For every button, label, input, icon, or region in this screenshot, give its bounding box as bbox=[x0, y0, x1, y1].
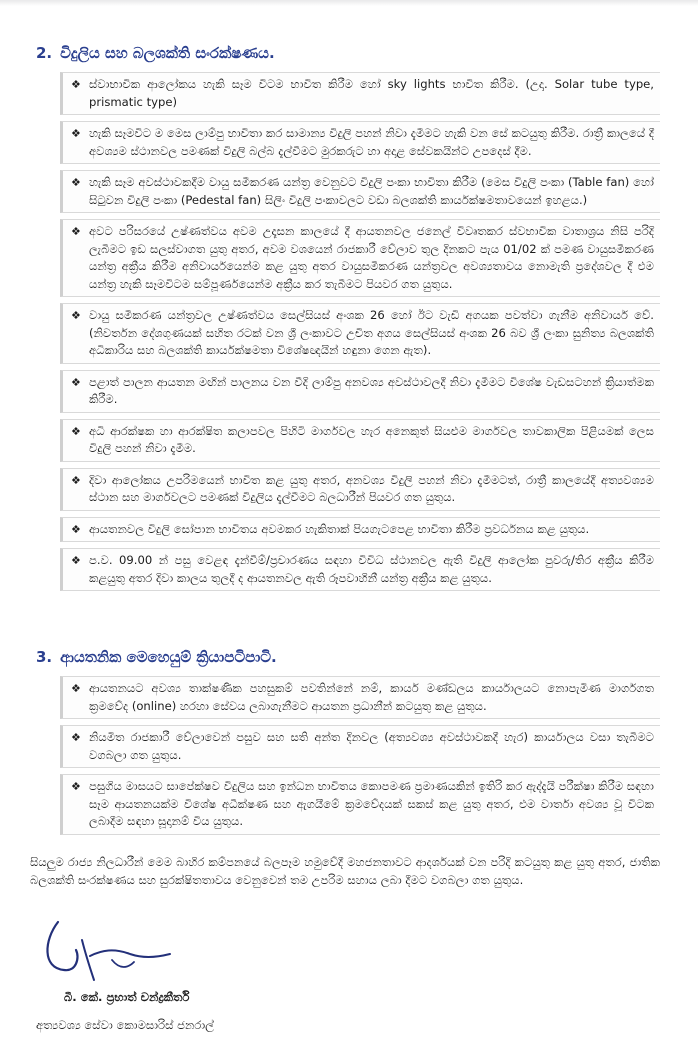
section-2-item bbox=[60, 517, 660, 543]
section-2-item-text: හැකි සෑමවිට ම මෙස ලාම්පු භාවිතා කර සාමාන්‍ය විදුලි පහන් නිවා දැමීමට හැකි වන සේ කටයුතු කිරීම. රාත්‍රී කාලයේ දී අවශ්‍යම ස්ථානවල පමණක් විදුලි බල්බ දැල්වීමට මුරකරුට හා අදාළ සේවකයින්ට උපදෙස් දීම. bbox=[89, 126, 654, 158]
section-2-item-text: පළාත් පාලන ආයතන මඟින් පාලනය වන වීදි ලාම්පු අනවශ්‍ය අවස්ථාවලදී නිවා දැමීමට විශේෂ වැඩසටහන් ක්‍රියාත්මක කිරීම. bbox=[89, 374, 654, 406]
signature-mark bbox=[30, 910, 180, 990]
bullet-icon: ❖ bbox=[71, 127, 81, 140]
page-top-edge bbox=[0, 0, 698, 6]
section-2-item bbox=[60, 219, 660, 297]
bullet-icon: ❖ bbox=[71, 522, 81, 536]
section-3-list bbox=[60, 676, 660, 841]
section-3-heading bbox=[36, 648, 277, 666]
section-2-item bbox=[60, 121, 660, 164]
section-2-item-text: ප.ව. 09.00 න් පසු වෙළඳ දැන්වීම්/ප්‍රචාරණය සඳහා විවිධ ස්ථානවල ඇති විදුලි ආලෝක පුවරු/තිර අක්‍රීය කිරීම කළයුතු අතර දිවා කාලය තුලදී ද ආයතනවල ඇති රූපවාහිනී යන්ත්‍ර අක්‍රීය කළ යුතුය. bbox=[89, 553, 654, 585]
section-3-item bbox=[60, 725, 660, 768]
section-2-item bbox=[60, 548, 660, 591]
section-2-item bbox=[60, 303, 660, 364]
section-2-number: 2. bbox=[36, 44, 53, 62]
section-2-title: විදුලිය සහ බලශක්ති සංරක්ෂණය. bbox=[60, 44, 275, 62]
section-3-item bbox=[60, 676, 660, 719]
section-3-item-text: පසුගිය මාසයට සාපේක්ෂව විදුලිය සහ ඉන්ධන භාවිතය කොපමණ ප්‍රමාණයකින් ඉතිරි කර ඇද්දැයි පරීක්ෂා කිරීම සඳහා සෑම ආයතනයක්ම විශේෂ අධීක්ෂණ සහ ඇගයීමේ ක්‍රමවේදයක් සකස් කළ යුතු අතර, එම වාර්තා අවශ්‍ය වූ විටක ලබාදීම සඳහා සූදානම් විය යුතුය. bbox=[89, 779, 654, 828]
closing-paragraph: සියලුම රාජ්‍ය නිලධාරීන් මෙම බාහිර කම්පනයේ බලපෑම හමුවේදී මහජනතාවට ආදර්ශයක් වන පරිදි කටයුතු කළ යුතු අතර, ජාතික බලශක්ති සංරක්ෂණය සහ සුරක්ෂිතතාවය වෙනුවෙන් තම උපරිම සහාය ලබා දීමට වගබලා ගත යුතුය. bbox=[30, 855, 660, 887]
bullet-icon: ❖ bbox=[71, 554, 81, 567]
section-3-item-text: ආයතනයට අවශ්‍ය තාක්ෂණික පහසුකම් පවතින්නේ නම්, කාර්ය මණ්ඩලය කාර්යාලයට නොපැමිණ මාර්ගගත ක්‍රමවේද (online) හරහා සේවය ලබාගැනීමට ආයතන ප්‍රධානීන් කටයුතු කළ යුතුය. bbox=[89, 681, 654, 713]
section-3-number: 3. bbox=[36, 648, 53, 666]
bullet-icon: ❖ bbox=[71, 682, 81, 695]
bullet-icon: ❖ bbox=[71, 424, 81, 438]
section-2-item bbox=[60, 370, 660, 413]
section-2-item-text: ස්වාභාවික ආලෝකය හැකි සෑම විටම භාවිත කිරීම හෝ sky lights භාවිත කිරීම. (උදා. Solar tube type, prismatic type) bbox=[89, 77, 654, 109]
section-2-item bbox=[60, 72, 660, 115]
bullet-icon: ❖ bbox=[71, 375, 81, 389]
section-2-item-text: ආයතනවල විදුලි සෝපාන භාවිතය අවමකර හැකිතාක් පියගැටපෙළ භාවිතා කිරීම ප්‍රවර්ධනය කළ යුතුය. bbox=[89, 521, 590, 536]
section-2-item bbox=[60, 170, 660, 213]
bullet-icon: ❖ bbox=[71, 78, 81, 91]
bullet-icon: ❖ bbox=[71, 309, 81, 322]
section-2-list bbox=[60, 72, 660, 597]
signatory-title: අත්‍යවශ්‍ය සේවා කොමසාරිස් ජනරාල් bbox=[36, 1018, 215, 1032]
section-2-item-text: හැකි සෑම අවස්ථාවකදීම වායු සමීකරණ යන්ත්‍ර වෙනුවට විදුලි පංකා භාවිතා කිරීම (මෙස විදුලි පංකා (Table fan) හෝ සිටුවන විදුලි පංකා (Pedestal fan) සිලිං විදුලි පංකාවලට වඩා බලශක්ති කාර්යක්ෂමතාවයෙන් ඉහළය.) bbox=[89, 175, 654, 207]
bullet-icon: ❖ bbox=[71, 731, 81, 744]
section-2-item bbox=[60, 419, 660, 462]
section-2-item-text: දිවා ආලෝකය උපරිමයෙන් භාවිත කළ යුතු අතර, අනවශ්‍ය විදුලි පහන් නිවා දැමීමටත්, රාත්‍රී කාලයේදී අත්‍යවශ්‍යම ස්ථාන සහ මාර්ගවලට පමණක් විදුලිය දැල්වීමට බලධාරීන් පියවර ගත යුතුය. bbox=[89, 472, 654, 504]
bullet-icon: ❖ bbox=[71, 780, 81, 793]
bullet-icon: ❖ bbox=[71, 225, 81, 238]
section-3-item-text: නියමිත රාජකාරී වේලාවෙන් පසුව සහ සති අන්ත දිනවල (අත්‍යවශ්‍ය අවස්ථාවකදී හැර) කාර්යාලය වසා තැබීමට වගබලා ගත යුතුය. bbox=[89, 730, 654, 762]
bullet-icon: ❖ bbox=[71, 176, 81, 189]
section-3-item bbox=[60, 774, 660, 835]
section-2-item-text: අවට පරිසරයේ උෂ්ණත්වය අවම උදෑසන කාලයේ දී ආයතනවල ජනෙල් විවෘතකර ස්වභාවික වාතාශ්‍රය නිසි පරිදි ලැබීමට ඉඩ සලස්වාගත යුතු අතර, අවම වශයෙන් රාජකාරී වේලාව තුල දිනකට පැය 01/02 ක් පමණ වායුසමීකරණ යන්ත්‍ර අක්‍රීය කිරීම අනිවාර්යයෙන්ම කළ යුතු අතර වායුසමීකරණ යන්ත්‍රවල අවශ්‍යතාවය නොමැති ප්‍රදේශවල දී එම යන්ත්‍ර හැකි සෑමවිටම සම්පූර්ණයෙන්ම අක්‍රීය කර තැබීමට පියවර ගත යුතුය. bbox=[89, 224, 654, 291]
section-2-item bbox=[60, 468, 660, 511]
section-2-item-text: අධි ආරක්ෂක හා ආරක්ෂිත කලාපවල පිහිටි මාර්ගවල හැර අනෙකුත් සියළුම මාර්ගවල තාවකාලික පිළියමක් ලෙස විදුලි පහන් නිවා දැමීම. bbox=[89, 423, 654, 455]
section-2-item-text: වායු සමීකරණ යන්ත්‍රවල උෂ්ණත්වය සෙල්සියස් අංශක 26 හෝ ඊට වැඩි අගයක පවත්වා ගැනීම අනිවාර්ය වේ. (නිවර්තන දේශගුණයක් සහිත රටක් වන ශ්‍රී ලංකාවට උචිත අගය සෙල්සියස් අංශක 26 බව ශ්‍රී ලංකා සුනිත්‍ය බලශක්ති අධිකාරිය සහ බලශක්ති කාර්යක්ෂමතා විශේෂඥයින් හඳුනා ගෙන ඇත). bbox=[89, 308, 654, 357]
section-3-title: ආයතනික මෙහෙයුම් ක්‍රියාපටිපාටි. bbox=[60, 648, 277, 666]
signatory-name: බී. කේ. ප්‍රභාත් චන්ද්‍රකීර්ති bbox=[64, 990, 190, 1004]
section-2-heading bbox=[36, 44, 275, 62]
bullet-icon: ❖ bbox=[71, 473, 81, 487]
